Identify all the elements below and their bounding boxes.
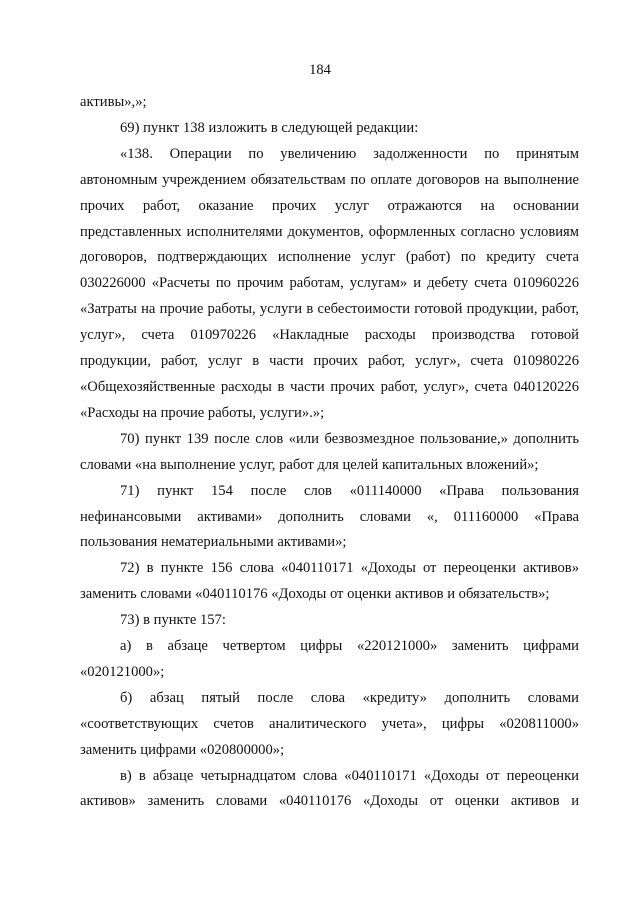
paragraph-item-70: 70) пункт 139 после слов «или безвозмездное пользование,» дополнить словами «на выполнение услуг, работ для целей капитальных вложений»; xyxy=(80,430,579,473)
paragraph-item-73: 73) в пункте 157: xyxy=(120,612,226,629)
paragraph-item-71: 71) пункт 154 после слов «011140000 «Права пользования нефинансовыми активами» дополнить словами «, 011160000 «Права пользования нематериальными активами»; xyxy=(80,482,579,551)
paragraph-item-69: 69) пункт 138 изложить в следующей редакции: xyxy=(120,119,419,136)
document-body xyxy=(80,90,579,815)
page-number: 184 xyxy=(309,62,331,78)
paragraph-item-73b: б) абзац пятый после слова «кредиту» дополнить словами «соответствующих счетов аналитического учета», цифры «020811000» заменить цифрами «020800000»; xyxy=(80,689,579,758)
paragraph-item-73a: а) в абзаце четвертом цифры «220121000» заменить цифрами «020121000»; xyxy=(80,638,579,680)
paragraph-continuation: активы»,»; xyxy=(80,94,147,110)
paragraph-item-72: 72) в пункте 156 слова «040110171 «Доходы от переоценки активов» заменить словами «040110176 «Доходы от оценки активов и обязательств»; xyxy=(80,560,579,603)
paragraph-item-73v: в) в абзаце четырнадцатом слова «040110171 «Доходы от переоценки активов» заменить словами «040110176 «Доходы от оценки активов и xyxy=(80,767,579,810)
paragraph-item-138-text: «138. Операции по увеличению задолженности по принятым автономным учреждением обязательствам по оплате договоров на выполнение прочих работ, оказание прочих услуг отражаются на основании представленных исполнителями документов, оформленных согласно условиям договоров, подтверждающих исполнение услуг (работ) по кредиту счета 030226000 «Расчеты по прочим работам, услугам» и дебету счета 010960226 «Затраты на прочие работы, услуги в себестоимости готовой продукции, работ, услуг», счета 010970226 «Накладные расходы производства готовой продукции, работ, услуг в части прочих работ, услуг», счета 010980226 «Общехозяйственные расходы в части прочих работ, услуг», счета 040120226 «Расходы на прочие работы, услуги».»; xyxy=(80,145,579,421)
